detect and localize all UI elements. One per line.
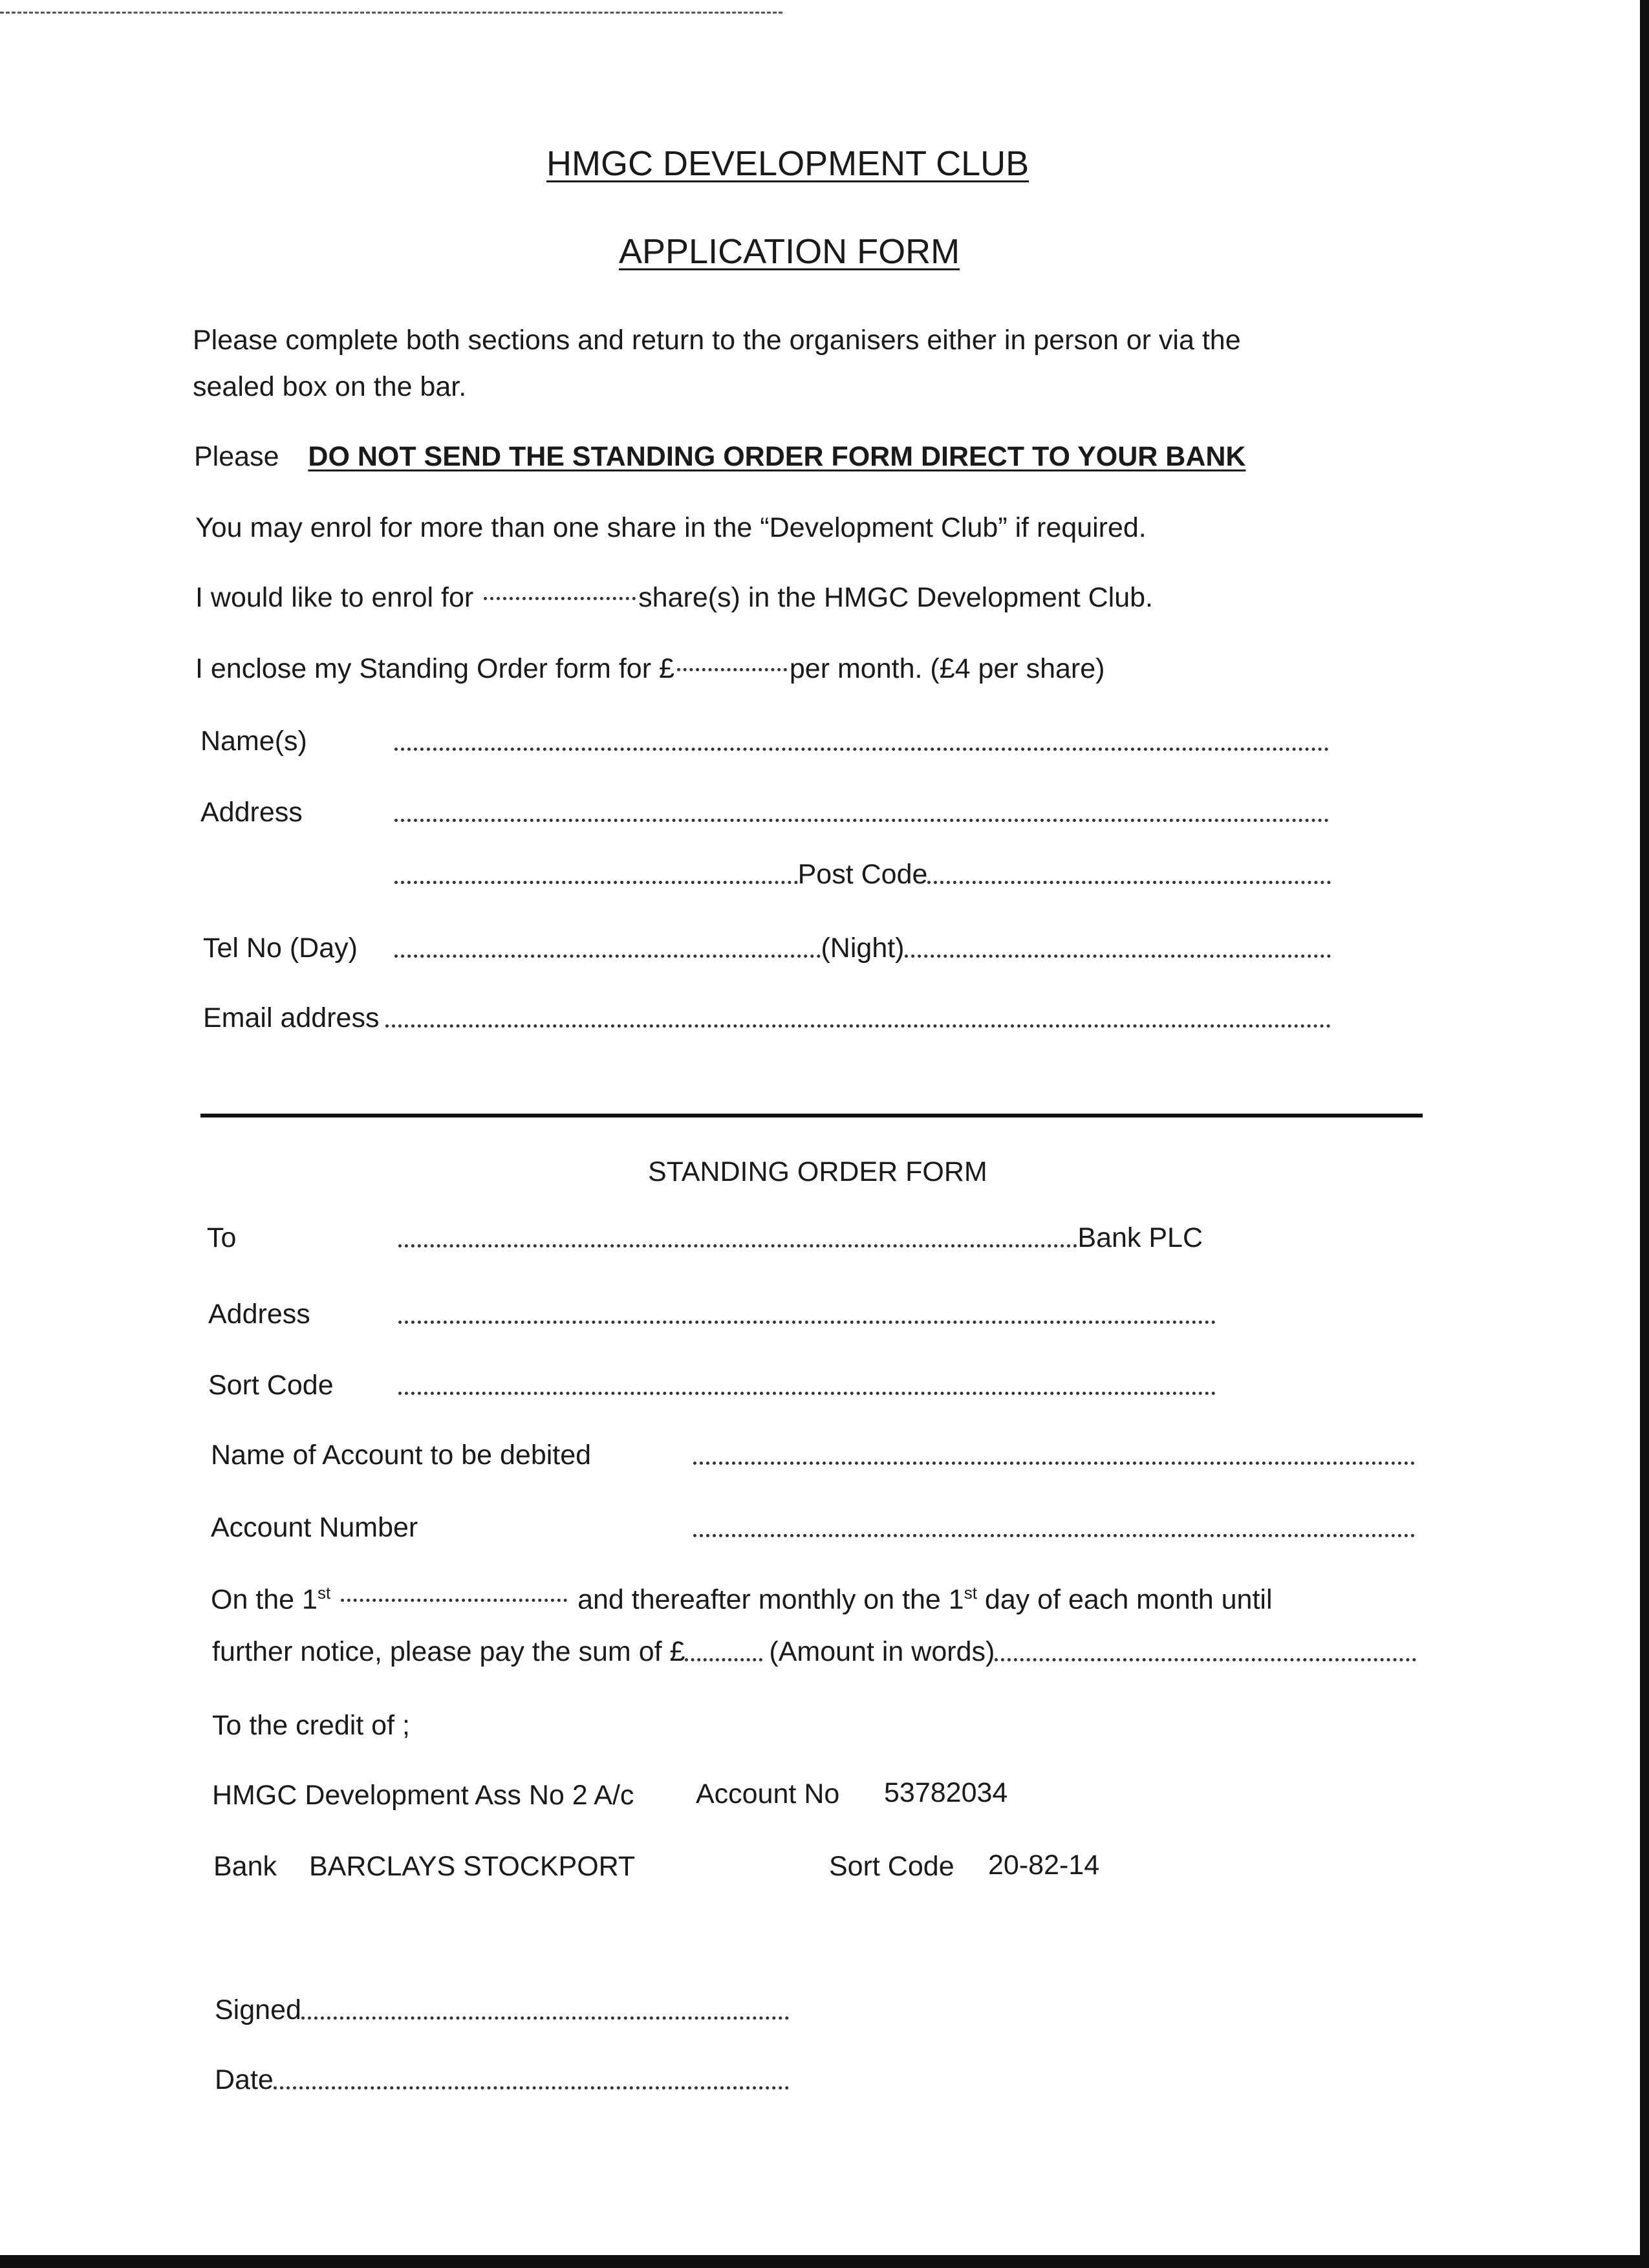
- account-name-row: [211, 1440, 1415, 1471]
- tel-day-label: Tel No (Day): [203, 933, 358, 964]
- payee-bank-label: Bank: [213, 1851, 277, 1882]
- please-label: Please: [194, 441, 279, 472]
- form-title: APPLICATION FORM: [619, 232, 960, 271]
- bank-address-row: [208, 1299, 1216, 1330]
- address-field[interactable]: [394, 819, 1329, 822]
- payee-account-label: Account No: [696, 1778, 840, 1809]
- payment-amount-field[interactable]: [685, 1658, 762, 1661]
- st-superscript-2: st: [964, 1583, 977, 1603]
- account-number-field[interactable]: [693, 1534, 1415, 1537]
- names-label: Name(s): [200, 726, 307, 757]
- club-title: HMGC DEVELOPMENT CLUB: [546, 144, 1029, 183]
- payment-start-line: [211, 1583, 1273, 1615]
- enclose-suffix: per month. (£4 per share): [789, 653, 1105, 684]
- enclose-prefix: I enclose my Standing Order form for £: [195, 653, 674, 684]
- multi-share-note: You may enrol for more than one share in the “Development Club” if required.: [195, 512, 1147, 543]
- date-row: [215, 2064, 789, 2096]
- further-notice-text: further notice, please pay the sum of £: [212, 1636, 685, 1667]
- tel-day-field[interactable]: [394, 955, 821, 958]
- bank-plc-label: Bank PLC: [1077, 1222, 1203, 1253]
- standing-order-title: STANDING ORDER FORM: [648, 1156, 987, 1187]
- intro-line-1: Please complete both sections and return to the organisers either in person or via the: [193, 325, 1241, 356]
- address-label: Address: [200, 797, 303, 828]
- bank-name-field[interactable]: [398, 1244, 1077, 1247]
- st-superscript-1: st: [317, 1583, 331, 1603]
- address-row: [200, 797, 1329, 828]
- names-row: [200, 726, 1329, 757]
- payee-bank: BARCLAYS STOCKPORT: [309, 1851, 636, 1882]
- address-postcode-row: [394, 859, 1331, 891]
- bank-address-label: Address: [208, 1299, 310, 1330]
- date-field[interactable]: [274, 2086, 789, 2090]
- amount-in-words-label: (Amount in words): [769, 1636, 995, 1667]
- account-name-field[interactable]: [693, 1462, 1415, 1465]
- scan-border-bottom: [0, 2255, 1649, 2268]
- to-bank-row: [207, 1222, 1203, 1254]
- sort-code-label: Sort Code: [208, 1370, 334, 1401]
- tel-night-label: (Night): [821, 933, 905, 964]
- email-label: Email address: [203, 1002, 380, 1033]
- to-label: To: [207, 1222, 237, 1253]
- address-line-2-field[interactable]: [394, 881, 798, 884]
- email-field[interactable]: [385, 1024, 1331, 1028]
- intro-line-2: sealed box on the bar.: [193, 371, 467, 402]
- signature-field[interactable]: [301, 2016, 789, 2020]
- payee-sort-code-label: Sort Code: [829, 1851, 954, 1882]
- section-divider: [200, 1114, 1423, 1118]
- payee-account-number: 53782034: [884, 1777, 1008, 1808]
- enclose-line: [195, 653, 1105, 685]
- scan-edge-line: [0, 12, 782, 14]
- signed-label: Signed: [215, 1994, 301, 2025]
- account-number-row: [211, 1512, 1415, 1544]
- date-label: Date: [215, 2064, 274, 2095]
- enrol-line: [195, 582, 1153, 614]
- email-row: [203, 1002, 1331, 1034]
- warning-text: DO NOT SEND THE STANDING ORDER FORM DIRECT TO YOUR BANK: [308, 441, 1246, 472]
- post-code-label: Post Code: [797, 859, 928, 890]
- post-code-field[interactable]: [927, 881, 1331, 884]
- signed-row: [215, 1994, 789, 2026]
- payment-amount-row: [212, 1636, 1416, 1668]
- enrol-suffix: share(s) in the HMGC Development Club.: [638, 582, 1153, 613]
- payee-name: HMGC Development Ass No 2 A/c: [212, 1780, 634, 1811]
- scan-border-right: [1640, 0, 1649, 2268]
- amount-in-words-field[interactable]: [995, 1658, 1416, 1661]
- enrol-prefix: I would like to enrol for: [195, 582, 474, 613]
- tel-night-field[interactable]: [905, 955, 1331, 958]
- bank-address-field[interactable]: [398, 1321, 1216, 1324]
- sort-code-row: [208, 1370, 1216, 1401]
- payee-sort-code: 20-82-14: [988, 1850, 1100, 1881]
- monthly-amount-field[interactable]: [677, 668, 787, 671]
- warning-line: [194, 441, 1246, 473]
- names-field[interactable]: [394, 748, 1329, 751]
- credit-of-label: To the credit of ;: [212, 1710, 410, 1741]
- on-the-text: On the 1: [211, 1584, 318, 1615]
- telephone-row: [203, 933, 1331, 964]
- start-month-field[interactable]: [341, 1599, 567, 1602]
- day-of-month-text: day of each month until: [984, 1584, 1273, 1615]
- account-number-label: Account Number: [211, 1512, 418, 1543]
- shares-count-field[interactable]: [484, 597, 636, 600]
- sort-code-field[interactable]: [398, 1392, 1216, 1395]
- thereafter-text: and thereafter monthly on the 1: [577, 1584, 964, 1615]
- account-name-label: Name of Account to be debited: [211, 1440, 592, 1471]
